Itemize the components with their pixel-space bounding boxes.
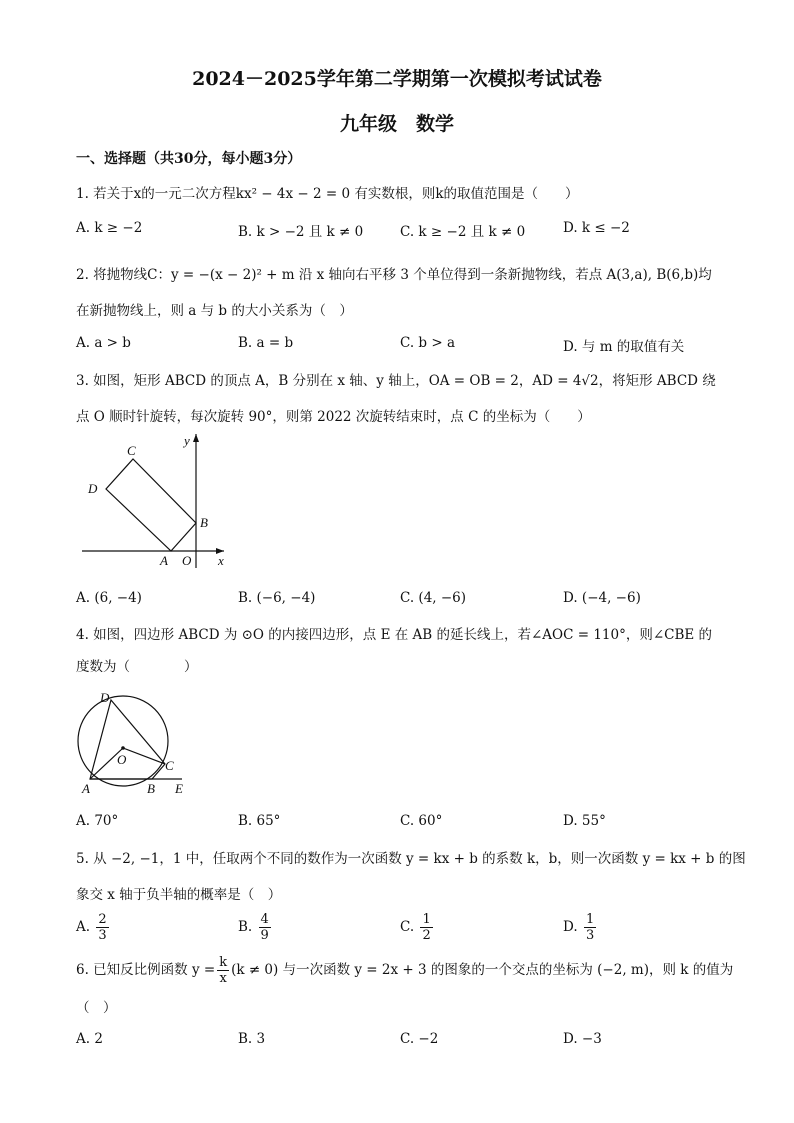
label-b: B: [147, 781, 155, 796]
q2-option-d[interactable]: D. 与 m 的取值有关: [563, 339, 685, 355]
q6-option-a[interactable]: A. 2: [76, 1031, 103, 1047]
question-3-line-2: 点 O 顺时针旋转，每次旋转 90°，则第 2022 次旋转结束时，点 C 的坐标为（ ）: [76, 409, 591, 425]
q1-option-b[interactable]: B. k > −2 且 k ≠ 0: [238, 224, 364, 240]
exam-subtitle: 九年级 数学: [339, 113, 454, 135]
question-6-text-pre: 6. 已知反比例函数 y =: [76, 962, 216, 978]
label-a: A: [82, 781, 90, 796]
q5-option-c-label: C.: [400, 919, 415, 935]
q2-option-b[interactable]: B. a = b: [238, 335, 294, 351]
q3-option-c[interactable]: C. (4, −6): [400, 590, 467, 606]
label-y: y: [184, 433, 190, 448]
q5-option-b[interactable]: [238, 912, 273, 943]
question-3-line-1: 3. 如图，矩形 ABCD 的顶点 A，B 分别在 x 轴、y 轴上，OA = OB = 2，AD = 4√2，将矩形 ABCD 绕: [76, 373, 716, 389]
q5-option-c[interactable]: [400, 912, 435, 943]
denominator: 9: [260, 928, 269, 943]
question-6-fraction: [217, 955, 229, 986]
q4-option-a[interactable]: A. 70°: [76, 813, 119, 829]
rectangle-abcd: [106, 459, 196, 551]
q3-option-a[interactable]: A. (6, −4): [76, 590, 142, 606]
question-2-line-1: 2. 将抛物线C：y = −(x − 2)² + m 沿 x 轴向右平移 3 个单位得到一条新抛物线，若点 A(3,a), B(6,b)均: [76, 267, 712, 283]
q5-option-a-label: A.: [76, 919, 91, 935]
denominator: 3: [585, 928, 595, 943]
label-o: O: [182, 553, 192, 568]
label-o: O: [117, 752, 127, 767]
q1-option-a[interactable]: A. k ≥ −2: [76, 220, 143, 236]
q5-option-b-fraction: [259, 912, 271, 943]
q6-option-c[interactable]: C. −2: [400, 1031, 439, 1047]
question-6-line-1: [76, 955, 733, 986]
numerator: 4: [260, 912, 269, 927]
q3-option-d[interactable]: D. (−4, −6): [563, 590, 641, 606]
denominator: x: [219, 971, 227, 986]
numerator: k: [219, 955, 228, 970]
quadrilateral-abcd: [90, 700, 165, 779]
question-6-text-post: (k ≠ 0) 与一次函数 y = 2x + 3 的图象的一个交点的坐标为 (−2, m)，则 k 的值为: [231, 962, 734, 978]
q5-option-b-label: B.: [238, 919, 253, 935]
q5-option-a-fraction: [96, 912, 108, 943]
q5-option-c-fraction: [420, 912, 432, 943]
denominator: 2: [422, 928, 431, 943]
exam-title: 2024－2025学年第二学期第一次模拟考试试卷: [192, 68, 602, 90]
section-heading: 一、选择题（共30分，每小题3分）: [76, 151, 302, 167]
label-d: D: [100, 690, 110, 705]
q4-option-c[interactable]: C. 60°: [400, 813, 443, 829]
rectangle-figure: [76, 428, 246, 576]
q5-option-d-label: D.: [563, 919, 578, 935]
q5-option-a[interactable]: [76, 912, 111, 943]
label-b: B: [200, 515, 208, 530]
center-point: [121, 746, 125, 750]
question-4-line-2: 度数为（ ）: [76, 659, 198, 675]
numerator: 1: [422, 912, 431, 927]
q2-option-a[interactable]: A. a > b: [76, 335, 131, 351]
numerator: 1: [585, 912, 595, 927]
q6-option-b[interactable]: B. 3: [238, 1031, 266, 1047]
label-c: C: [165, 758, 174, 773]
question-5-line-2: 象交 x 轴于负半轴的概率是（ ）: [76, 887, 282, 903]
question-2-line-2: 在新抛物线上，则 a 与 b 的大小关系为（ ）: [76, 303, 353, 319]
numerator: 2: [98, 912, 107, 927]
question-6-line-2: （ ）: [76, 1000, 117, 1016]
question-1-text: 1. 若关于x的一元二次方程kx² − 4x − 2 = 0 有实数根，则k的取值范围是（ ）: [76, 186, 579, 202]
q4-option-d[interactable]: D. 55°: [563, 813, 606, 829]
question-5-line-1: 5. 从 −2, −1，1 中，任取两个不同的数作为一次函数 y = kx + b 的系数 k，b，则一次函数 y = kx + b 的图: [76, 851, 746, 867]
q6-option-d[interactable]: D. −3: [563, 1031, 602, 1047]
q5-option-d[interactable]: [563, 912, 598, 943]
y-axis-arrow-icon: [193, 434, 199, 442]
q1-option-c[interactable]: C. k ≥ −2 且 k ≠ 0: [400, 224, 526, 240]
circle-figure: [76, 686, 200, 798]
label-x: x: [218, 553, 224, 568]
denominator: 3: [98, 928, 107, 943]
question-4-line-1: 4. 如图，四边形 ABCD 为 ⊙O 的内接四边形，点 E 在 AB 的延长线上，若∠AOC = 110°，则∠CBE 的: [76, 627, 713, 643]
label-d: D: [88, 481, 98, 496]
q2-option-c[interactable]: C. b > a: [400, 335, 456, 351]
q3-option-b[interactable]: B. (−6, −4): [238, 590, 316, 606]
q1-option-d[interactable]: D. k ≤ −2: [563, 220, 630, 236]
label-e: E: [175, 781, 183, 796]
label-c: C: [127, 443, 136, 458]
q4-option-b[interactable]: B. 65°: [238, 813, 281, 829]
label-a: A: [160, 553, 168, 568]
q5-option-d-fraction: [584, 912, 596, 943]
